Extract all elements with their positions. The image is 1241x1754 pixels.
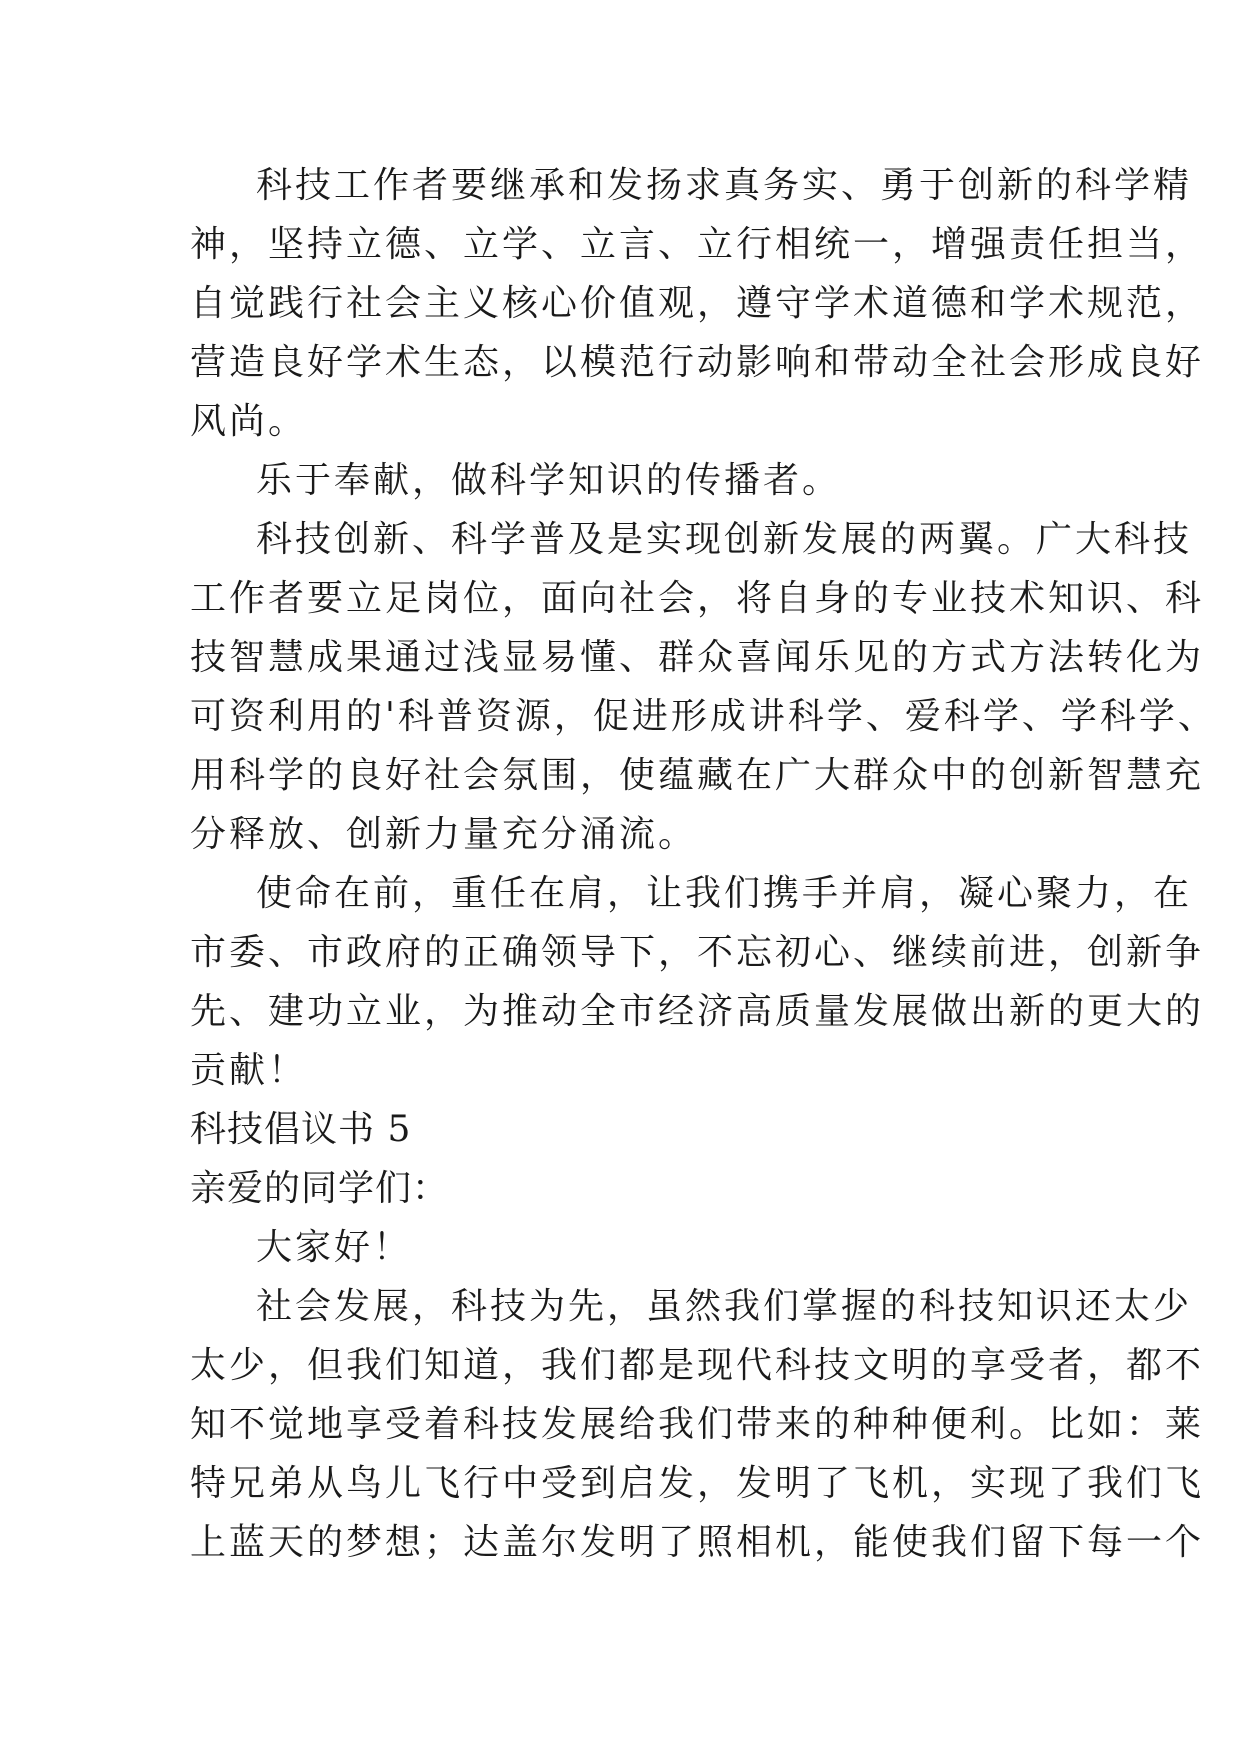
- paragraph-line: 营造良好学术生态，以模范行动影响和带动全社会形成良好: [190, 342, 1205, 383]
- paragraph-line: 使命在前，重任在肩，让我们携手并肩，凝心聚力，在: [256, 873, 1193, 914]
- paragraph-line: 科技创新、科学普及是实现创新发展的两翼。广大科技: [256, 519, 1193, 560]
- paragraph-line: 上蓝天的梦想；达盖尔发明了照相机，能使我们留下每一个: [190, 1522, 1205, 1563]
- paragraph-line: 知不觉地享受着科技发展给我们带来的种种便利。比如：莱: [190, 1404, 1205, 1445]
- paragraph-line: 太少，但我们知道，我们都是现代科技文明的享受者，都不: [190, 1345, 1205, 1386]
- paragraph-line: 贡献！: [190, 1050, 308, 1091]
- salutation: 亲爱的同学们：: [190, 1168, 450, 1209]
- paragraph-line: 乐于奉献，做科学知识的传播者。: [256, 460, 842, 501]
- paragraph-line: 可资利用的'科普资源，促进形成讲科学、爱科学、学科学、: [190, 696, 1217, 737]
- paragraph-line: 工作者要立足岗位，面向社会，将自身的专业技术知识、科: [190, 578, 1205, 619]
- paragraph-line: 特兄弟从鸟儿飞行中受到启发，发明了飞机，实现了我们飞: [190, 1463, 1205, 1504]
- paragraph-line: 科技工作者要继承和发扬求真务实、勇于创新的科学精: [256, 165, 1193, 206]
- paragraph-line: 社会发展，科技为先，虽然我们掌握的科技知识还太少: [256, 1286, 1193, 1327]
- paragraph-line: 自觉践行社会主义核心价值观，遵守学术道德和学术规范，: [190, 283, 1205, 324]
- section-heading: 科技倡议书 5: [190, 1109, 412, 1150]
- paragraph-line: 风尚。: [190, 401, 308, 442]
- paragraph-line: 市委、市政府的正确领导下，不忘初心、继续前进，创新争: [190, 932, 1205, 973]
- paragraph-line: 分释放、创新力量充分涌流。: [190, 814, 698, 855]
- paragraph-line: 技智慧成果通过浅显易懂、群众喜闻乐见的方式方法转化为: [190, 637, 1205, 678]
- paragraph-line: 先、建功立业，为推动全市经济高质量发展做出新的更大的: [190, 991, 1205, 1032]
- greeting: 大家好！: [256, 1227, 413, 1268]
- paragraph-line: 神，坚持立德、立学、立言、立行相统一，增强责任担当，: [190, 224, 1205, 265]
- paragraph-line: 用科学的良好社会氛围，使蕴藏在广大群众中的创新智慧充: [190, 755, 1205, 796]
